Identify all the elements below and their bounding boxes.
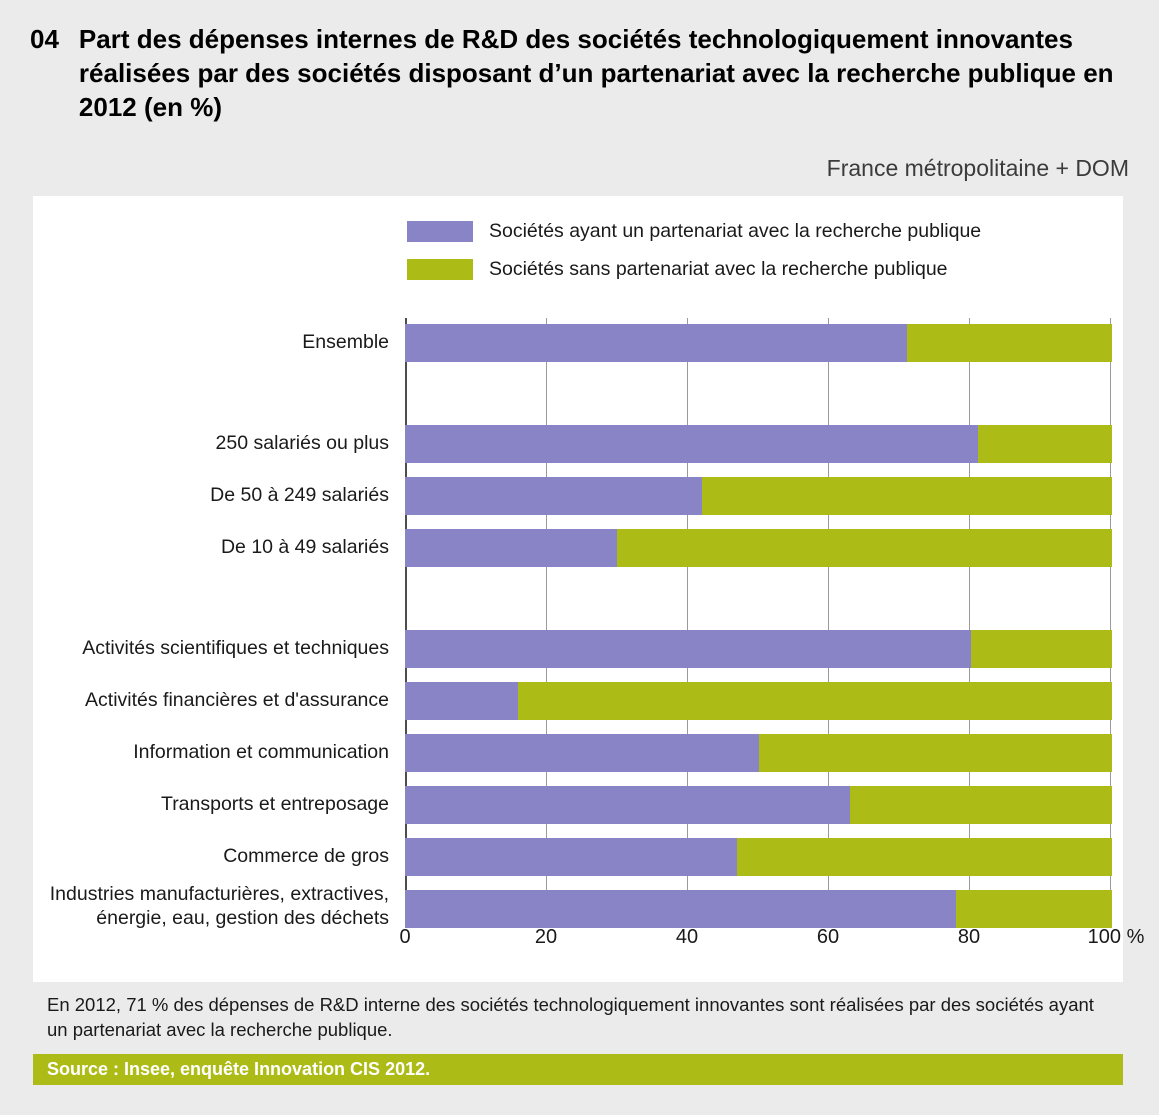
source-bar	[33, 1054, 1123, 1085]
bar-row-10-49	[405, 529, 1112, 567]
category-label-ensemble: Ensemble	[302, 331, 389, 353]
category-label-250-plus: 250 salariés ou plus	[215, 432, 389, 454]
bar-segment-sans-partenariat	[702, 477, 1112, 515]
legend-item-sans-partenariat	[33, 250, 1123, 288]
bar-segment-partenariat	[405, 477, 702, 515]
bar-segment-partenariat	[405, 630, 971, 668]
legend-swatch-icon	[407, 221, 473, 242]
category-label-financieres: Activités financières et d'assurance	[85, 689, 389, 711]
bar-row-financieres	[405, 682, 1112, 720]
legend-swatch-icon	[407, 259, 473, 280]
bar-row-commerce	[405, 838, 1112, 876]
legend-item-partenariat	[33, 212, 1123, 250]
figure-note: En 2012, 71 % des dépenses de R&D interne des sociétés technologiquement innovantes sont réalisées par des sociétés ayant un partenariat avec la recherche publique.	[47, 994, 1094, 1040]
category-label-10-49: De 10 à 49 salariés	[220, 536, 389, 558]
bar-segment-sans-partenariat	[978, 425, 1112, 463]
x-tick-40: 40	[675, 926, 699, 948]
category-label-industries: Industries manufacturières, extractives, énergie, eau, gestion des déchets	[49, 883, 389, 929]
figure-subtitle: France métropolitaine + DOM	[826, 155, 1129, 181]
chart-area	[33, 196, 1145, 982]
category-label-50-249: De 50 à 249 salariés	[210, 484, 389, 506]
bar-row-50-249	[405, 477, 1112, 515]
figure-number: 04	[30, 24, 59, 54]
source-text: Source : Insee, enquête Innovation CIS 2012.	[47, 1059, 431, 1079]
y-axis-labels	[33, 318, 399, 929]
x-axis-labels	[399, 922, 1145, 956]
bar-segment-sans-partenariat	[518, 682, 1112, 720]
bar-segment-sans-partenariat	[907, 324, 1112, 362]
chart-legend	[33, 212, 1123, 288]
legend-label-partenariat: Sociétés ayant un partenariat avec la recherche publique	[489, 219, 982, 242]
bar-segment-sans-partenariat	[971, 630, 1112, 668]
x-tick-80: 80	[957, 926, 981, 948]
x-tick-0: 0	[399, 926, 411, 948]
bar-row-250-plus	[405, 425, 1112, 463]
bar-segment-sans-partenariat	[737, 838, 1112, 876]
bar-segment-sans-partenariat	[617, 529, 1112, 567]
bar-segment-partenariat	[405, 529, 617, 567]
bar-row-transports	[405, 786, 1112, 824]
bar-segment-partenariat	[405, 734, 759, 772]
plot-area	[405, 318, 1112, 922]
bar-segment-partenariat	[405, 838, 737, 876]
legend-label-sans-partenariat: Sociétés sans partenariat avec la recherche publique	[489, 257, 948, 280]
category-label-commerce: Commerce de gros	[223, 845, 389, 867]
bar-segment-partenariat	[405, 682, 518, 720]
bar-row-information	[405, 734, 1112, 772]
x-tick-60: 60	[816, 926, 840, 948]
bar-segment-sans-partenariat	[759, 734, 1113, 772]
bar-segment-partenariat	[405, 324, 907, 362]
bar-segment-partenariat	[405, 786, 850, 824]
category-label-transports: Transports et entreposage	[161, 793, 389, 815]
bar-row-scientifiques	[405, 630, 1112, 668]
bar-segment-partenariat	[405, 425, 978, 463]
category-label-information: Information et communication	[133, 741, 389, 763]
page-title	[30, 22, 1140, 124]
category-label-scientifiques: Activités scientifiques et techniques	[82, 637, 389, 659]
x-tick-100: 100 %	[1087, 926, 1145, 948]
x-tick-20: 20	[534, 926, 558, 948]
bar-segment-sans-partenariat	[850, 786, 1112, 824]
bar-rows	[405, 318, 1112, 922]
figure-title: Part des dépenses internes de R&D des sociétés technologiquement innovantes réalisées par des sociétés disposant d’un partenariat avec la recherche publique en 2012 (en %)	[78, 24, 1114, 122]
bar-row-ensemble	[405, 324, 1112, 362]
